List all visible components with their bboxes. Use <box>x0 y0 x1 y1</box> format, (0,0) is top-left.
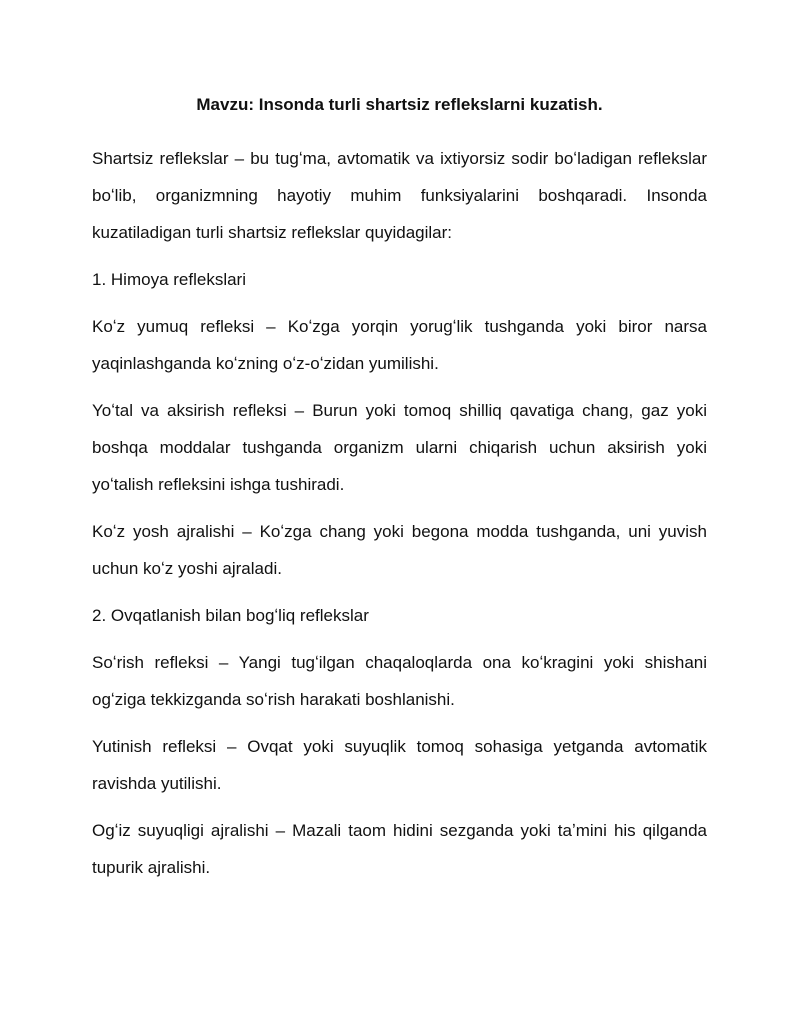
paragraph-sucking-reflex: Soʻrish refleksi – Yangi tugʻilgan chaqaloqlarda ona koʻkragini yoki shishani ogʻziga tekkizganda soʻrish harakati boshlanishi. <box>92 653 707 709</box>
paragraph-saliva-secretion: Ogʻiz suyuqligi ajralishi – Mazali taom hidini sezganda yoki taʼmini his qilganda tupurik ajralishi. <box>92 821 707 877</box>
document-page <box>92 92 707 896</box>
intro-paragraph: Shartsiz reflekslar – bu tugʻma, avtomatik va ixtiyorsiz sodir boʻladigan reflekslar boʻlib, organizmning hayotiy muhim funksiyalarini boshqaradi. Insonda kuzatiladigan turli shartsiz reflekslar quyidagilar: <box>92 149 707 242</box>
paragraph-swallowing-reflex: Yutinish refleksi – Ovqat yoki suyuqlik tomoq sohasiga yetganda avtomatik ravishda yutilishi. <box>92 737 707 793</box>
section-heading-feeding-reflexes: 2. Ovqatlanish bilan bogʻliq reflekslar <box>92 606 369 625</box>
paragraph-tear-secretion: Koʻz yosh ajralishi – Koʻzga chang yoki begona modda tushganda, uni yuvish uchun koʻz yoshi ajraladi. <box>92 522 707 578</box>
paragraph-cough-sneeze-reflex: Yoʻtal va aksirish refleksi – Burun yoki tomoq shilliq qavatiga chang, gaz yoki boshqa moddalar tushganda organizm ularni chiqarish uchun aksirish yoki yoʻtalish refleksini ishga tushiradi. <box>92 401 707 494</box>
document-title: Mavzu: Insonda turli shartsiz reflekslarni kuzatish. <box>196 95 603 114</box>
paragraph-blink-reflex: Koʻz yumuq refleksi – Koʻzga yorqin yorugʻlik tushganda yoki biror narsa yaqinlashganda koʻzning oʻz-oʻzidan yumilishi. <box>92 317 707 373</box>
section-heading-defense-reflexes: 1. Himoya reflekslari <box>92 270 246 289</box>
